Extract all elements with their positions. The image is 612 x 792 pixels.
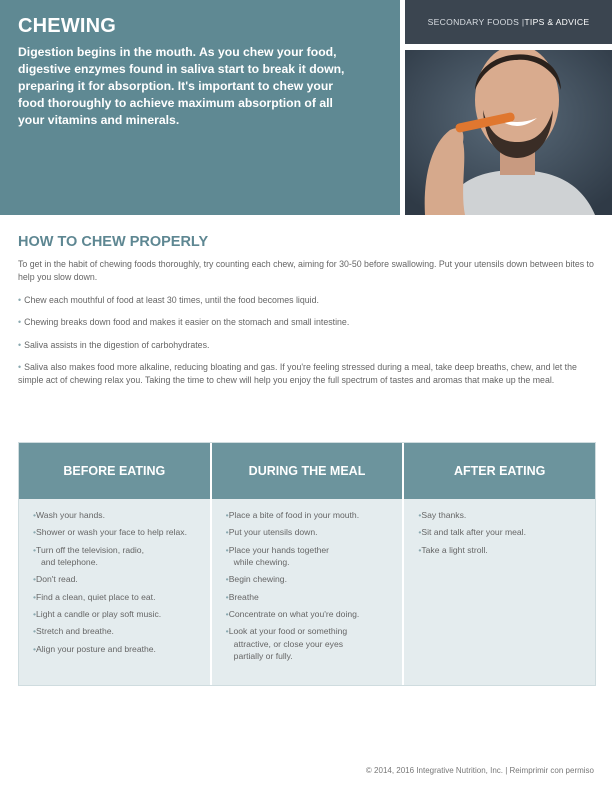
bullet-icon: •	[18, 339, 22, 350]
column-body	[404, 499, 595, 685]
bullet-icon: •	[18, 294, 22, 305]
list-item: • Breathe	[226, 591, 395, 604]
list-item: • Turn off the television, radio, and telephone.	[33, 544, 202, 569]
list-item: • Find a clean, quiet place to eat.	[33, 591, 202, 604]
category-tag	[405, 0, 612, 44]
list-item: • Look at your food or something attractive, or close your eyes partially or fully.	[226, 625, 395, 663]
list-item: • Place your hands together while chewing.	[226, 544, 395, 569]
list-item: • Sit and talk after your meal.	[418, 526, 587, 539]
list-item: • Begin chewing.	[226, 573, 395, 586]
column-header: DURING THE MEAL	[212, 443, 403, 499]
column-during-meal	[212, 443, 405, 685]
hero-banner	[0, 0, 400, 215]
copyright-footer: © 2014, 2016 Integrative Nutrition, Inc. | Reimprimir con permiso	[365, 766, 594, 775]
intro-paragraph: To get in the habit of chewing foods thoroughly, try counting each chew, aiming for 30-50 before swallowing. Put your utensils down between bites to help you slow down.	[18, 259, 594, 282]
column-header: AFTER EATING	[404, 443, 595, 499]
list-item: • Stretch and breathe.	[33, 625, 202, 638]
list-item: • Don't read.	[33, 573, 202, 586]
list-item: • Place a bite of food in your mouth.	[226, 509, 395, 522]
list-item: • Shower or wash your face to help relax.	[33, 526, 202, 539]
hero-intro-text: Digestion begins in the mouth. As you chew your food, digestive enzymes found in saliva start to break it down, preparing it for absorption. It's important to chew your food thoroughly to achieve maximum absorption of all your vitamins and minerals.	[18, 45, 345, 127]
bullet-icon: •	[18, 362, 22, 372]
category-tag-right: TIPS & ADVICE	[524, 17, 590, 27]
column-body	[19, 499, 210, 685]
meal-tips-table	[18, 442, 596, 686]
column-before-eating	[19, 443, 212, 685]
tip-paragraph: • Saliva also makes food more alkaline, reducing bloating and gas. If you're feeling stressed during a meal, take deep breaths, chew, and let the simple act of chewing relax you. Taking the time to chew will help you enjoy the full spectrum of tastes and aromas that make up the meal.	[18, 362, 577, 385]
list-item: • Align your posture and breathe.	[33, 643, 202, 656]
tip-paragraph: • Chew each mouthful of food at least 30 times, until the food becomes liquid.	[18, 294, 319, 305]
photo-illustration	[405, 50, 612, 215]
list-item: • Put your utensils down.	[226, 526, 395, 539]
instructions-text	[18, 258, 596, 397]
section-heading: HOW TO CHEW PROPERLY	[18, 234, 209, 250]
tip-paragraph: • Chewing breaks down food and makes it easier on the stomach and small intestine.	[18, 317, 350, 327]
column-body	[212, 499, 403, 685]
tip-paragraph: • Saliva assists in the digestion of carbohydrates.	[18, 339, 210, 350]
column-after-eating	[404, 443, 595, 685]
list-item: • Light a candle or play soft music.	[33, 608, 202, 621]
list-item: • Wash your hands.	[33, 509, 202, 522]
page-title: CHEWING	[18, 15, 117, 37]
list-item: • Concentrate on what you're doing.	[226, 608, 395, 621]
man-eating-carrot-photo	[405, 50, 612, 215]
list-item: • Say thanks.	[418, 509, 587, 522]
column-header: BEFORE EATING	[19, 443, 210, 499]
category-tag-left: SECONDARY FOODS |	[427, 17, 525, 27]
list-item: • Take a light stroll.	[418, 544, 587, 557]
bullet-icon: •	[18, 317, 22, 327]
